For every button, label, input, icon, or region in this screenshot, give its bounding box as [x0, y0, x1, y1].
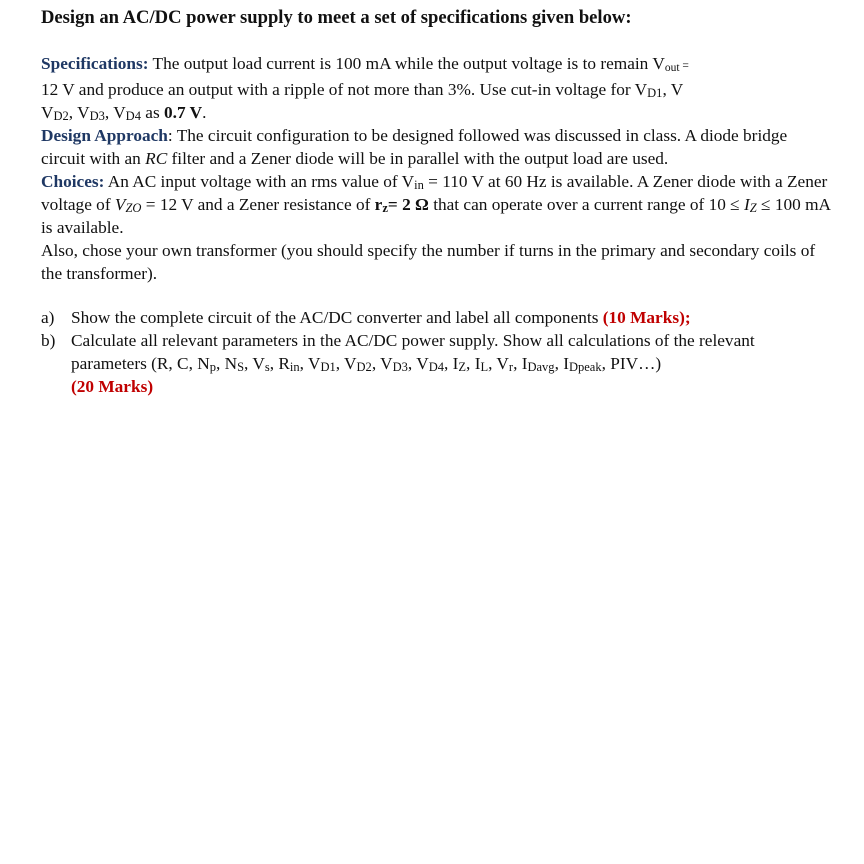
spec-text: .	[202, 103, 207, 122]
question-list	[41, 306, 831, 398]
spec-sub: D4	[125, 109, 141, 123]
spec-sub: out	[664, 62, 680, 74]
transformer-paragraph: Also, chose your own transformer (you should specify the number if turns in the primary and secondary coils of the transformer).	[41, 241, 816, 283]
marks-label: (20 Marks)	[71, 377, 154, 396]
question-text: , PIV…)	[601, 354, 662, 373]
question-text: Calculate all relevant parameters in the AC/DC power supply. Show all calculations of the relevant parameters (R, C, N	[71, 331, 755, 373]
question-a	[41, 306, 831, 329]
spec-sub: D3	[89, 109, 105, 123]
question-text: , I	[554, 354, 569, 373]
document-page	[41, 6, 831, 398]
choices-sub: ZO	[125, 201, 142, 215]
rz-symbol: r	[374, 195, 383, 214]
question-text: , I	[444, 354, 459, 373]
list-marker: b)	[41, 331, 56, 350]
question-b	[41, 329, 831, 398]
question-text: , V	[244, 354, 265, 373]
choices-text: that can operate over a current range of 10 ≤	[428, 195, 744, 214]
param-sub: s	[264, 360, 270, 374]
spec-text: , V	[68, 103, 90, 122]
question-text: , V	[299, 354, 321, 373]
design-approach-heading: Design Approach	[41, 126, 168, 145]
spec-text: =	[679, 60, 689, 72]
param-sub: r	[508, 360, 514, 374]
design-approach-paragraph	[41, 124, 831, 170]
choices-sub: z	[382, 201, 388, 215]
param-sub: D3	[392, 360, 408, 374]
question-text: , I	[513, 354, 528, 373]
question-text: , N	[215, 354, 238, 373]
spec-text: The output load current is 100 mA while the output voltage is to remain V	[148, 54, 665, 73]
param-sub: p	[209, 360, 216, 374]
question-text: , V	[335, 354, 357, 373]
spec-sub: D1	[647, 86, 663, 100]
choices-text: ≤ 100 mA is available.	[41, 195, 831, 237]
choices-sub: in	[414, 178, 424, 192]
question-text: , R	[269, 354, 290, 373]
spec-text: as	[140, 103, 164, 122]
choices-heading: Choices:	[41, 172, 105, 191]
param-sub: D1	[320, 360, 336, 374]
rc-term: RC	[145, 149, 168, 168]
question-text: Show the complete circuit of the AC/DC converter and label all components	[71, 308, 603, 327]
param-sub: Davg	[527, 360, 555, 374]
design-text: : The circuit configuration to be designed followed was discussed in class. A diode bridge circuit with an	[41, 126, 788, 168]
iz-symbol: I	[744, 195, 750, 214]
rz-value: = 2 Ω	[387, 195, 429, 214]
specifications-heading: Specifications:	[41, 54, 149, 73]
document-title: Design an AC/DC power supply to meet a set of specifications given below:	[41, 7, 632, 28]
spec-sub: D2	[53, 109, 69, 123]
question-text: , V	[488, 354, 509, 373]
choices-text: = 110 V at 60 Hz is available. A Zener diode with a Zener voltage of	[41, 172, 828, 214]
choices-sub: Z	[749, 201, 757, 215]
marks-label: (10 Marks);	[602, 308, 691, 327]
choices-paragraph	[41, 170, 831, 239]
param-sub: S	[237, 360, 245, 374]
param-sub: in	[289, 360, 300, 374]
choices-text: = 12 V and a Zener resistance of	[141, 195, 375, 214]
param-sub: Z	[458, 360, 467, 374]
spec-text: , V	[104, 103, 126, 122]
param-sub: D2	[356, 360, 372, 374]
spec-text: 12 V and produce an output with a ripple of not more than 3%. Use cut-in voltage for V	[41, 80, 648, 99]
question-text: , V	[371, 354, 393, 373]
list-marker: a)	[41, 308, 55, 327]
cut-in-voltage-value: 0.7 V	[164, 103, 203, 122]
param-sub: Dpeak	[568, 360, 602, 374]
design-text: filter and a Zener diode will be in parallel with the output load are used.	[167, 149, 669, 168]
question-text: , V	[407, 354, 429, 373]
question-text: , I	[466, 354, 481, 373]
choices-text: An AC input voltage with an rms value of V	[104, 172, 415, 191]
vzo-symbol: V	[114, 195, 126, 214]
param-sub: D4	[428, 360, 444, 374]
specifications-paragraph: Specifications: The output load current is 100 mA while the output voltage is to remain $V_{out}$ = 12 V and produce an output with a ripple of not more than 3%. Use cut-in voltage for $V_{D1}$, V $V_{D2}$, $V_{D3}$, $V_{D4}$ as 0.7 V.	[41, 54, 689, 123]
param-sub: L	[480, 360, 489, 374]
spec-text: , V	[662, 80, 684, 99]
